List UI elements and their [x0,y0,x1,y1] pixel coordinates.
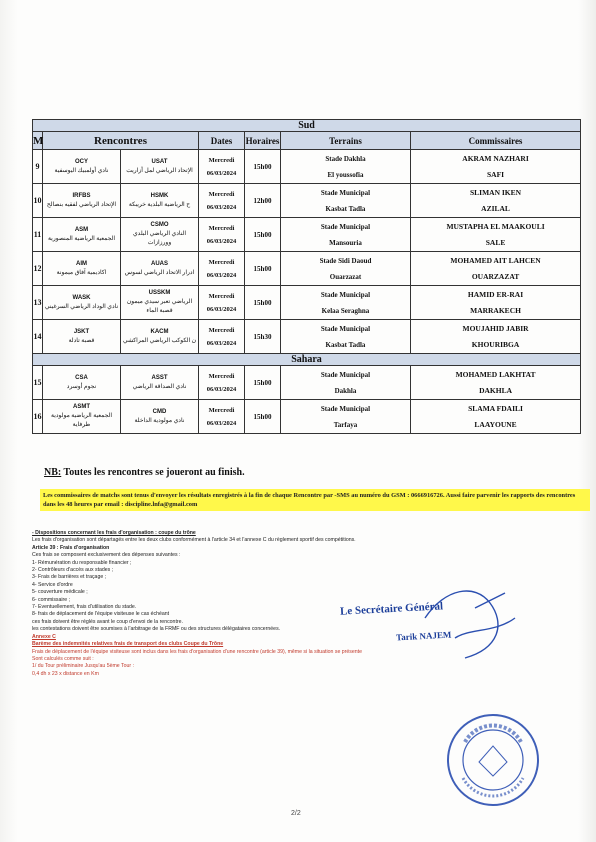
match-commissioner [411,150,581,184]
match-row [33,252,581,286]
match-day: Mercredi [208,224,235,232]
col-horaires-header: Horaires [245,132,281,150]
away-team-arabic: ح الرياضية البلدية خريبكة [128,201,191,208]
home-team-code: AIM [76,260,87,267]
match-row [33,366,581,400]
expense-item: 7- Eventuellement, frais d'utilisation du stade. [32,604,137,611]
terrain-stadium: Stade Municipal [320,404,371,413]
nb-label: NB: [44,467,62,478]
match-date-value: 06/03/2024 [206,385,237,393]
match-terrain [281,286,411,320]
match-date-value: 06/03/2024 [206,339,237,347]
away-team-arabic: الإتحاد الرياضي لمل أزاريت [126,167,193,174]
match-number: 9 [33,150,43,184]
commissioner-name: AKRAM NAZHARI [462,153,529,163]
match-date [199,252,245,286]
away-team [121,400,199,434]
commissioner-city: SALE [485,237,506,247]
terrain-stadium: Stade Municipal [320,222,371,231]
match-date-value: 06/03/2024 [206,237,237,245]
match-terrain [281,150,411,184]
match-commissioner [411,252,581,286]
match-number: 14 [33,320,43,354]
away-team-code: CMD [152,408,167,415]
match-commissioner [411,400,581,434]
col-commissaires-header: Commissaires [411,132,581,150]
home-team-arabic: نادي أولمبيك اليوسفية [54,167,109,174]
commissioner-city: OUARZAZAT [471,271,520,281]
match-day: Mercredi [208,372,235,380]
match-day: Mercredi [208,258,235,266]
bareme-text: Frais de déplacement de l'équipe visiteuse sont inclus dans les frais d'organisation d'une rencontre (article 39), même si la situation se présente [32,648,362,655]
col-dates-header: Dates [199,132,245,150]
terrain-city: Kelaa Seraghna [321,306,370,315]
dispositions-lead: Ces frais se composent exclusivement des dépenses suivantes : [32,552,181,559]
expense-item: 3- Frais de barrières et traçage ; [32,574,107,581]
match-date [199,184,245,218]
away-team-arabic: نادي الصداقة الرياضي [132,383,187,390]
home-team [43,400,121,434]
away-team-arabic: ن الكوكب الرياضي المراكشي [122,337,197,344]
col-m-header: M [33,132,43,150]
expense-item: 8- frais de déplacement de l'équipe visiteuse le cas échéant [32,611,170,618]
calc-label: Sont calculés comme suit : [32,655,94,662]
home-team [43,366,121,400]
home-team-code: IRFBS [72,192,91,199]
match-date [199,366,245,400]
away-team-code: USSKM [148,290,171,296]
home-team [43,150,121,184]
away-team [121,320,199,354]
away-team-arabic: نادي مولودية الداخلة [134,417,185,424]
commissioner-city: MARRAKECH [470,305,521,315]
match-commissioner [411,286,581,320]
home-team-arabic: الجمعية الرياضية مولودية طرفاية [51,413,112,428]
terrain-stadium: Stade Municipal [320,324,371,333]
nb-note [44,467,245,478]
nb-text: Toutes les rencontres se joueront au finish. [61,467,245,478]
match-number: 15 [33,366,43,400]
col-terrains-header: Terrains [281,132,411,150]
terrain-city: Mansouria [329,238,362,247]
away-team [121,150,199,184]
home-team [43,184,121,218]
match-terrain [281,184,411,218]
payment-note: ces frais doivent être réglés avant le coup d'envoi de la rencontre. [32,618,183,625]
article-39-title: Article 39 : Frais d'organisation [32,544,110,551]
match-hour: 12h00 [245,184,281,218]
federation-stamp [445,712,541,808]
commissioner-name: SLIMAN IKEN [470,187,522,197]
home-team [43,320,121,354]
home-team-arabic: الجمعية الرياضية المنصورية [47,235,116,242]
terrain-city: Dakhla [334,386,357,395]
match-day: Mercredi [208,292,235,300]
match-day: Mercredi [208,406,235,414]
terrain-stadium: Stade Municipal [320,370,371,379]
terrain-city: El youssofia [327,170,364,179]
match-hour: 15h00 [245,252,281,286]
away-team-code: AUAS [150,260,168,267]
away-team-arabic: ادرار الاتحاد الرياضي لسوس [124,269,195,276]
match-date [199,320,245,354]
away-team [121,286,199,320]
match-date [199,286,245,320]
expense-item: 6- commissaire ; [32,596,71,603]
dispositions-title: - Dispositions concernant les frais d'organisation : coupe du trône [32,530,196,536]
expense-item: 2- Contrôleurs d'accès aux stades ; [32,567,114,574]
match-day: Mercredi [208,326,235,334]
expense-item: 5- couverture médicale ; [32,589,88,596]
commissioner-name: MUSTAPHA EL MAAKOULI [446,221,545,231]
expense-item: 1- Rémunération du responsable financier ; [32,559,132,566]
match-date [199,218,245,252]
away-team [121,252,199,286]
match-hour: 15h00 [245,218,281,252]
away-team-arabic: النادي الرياضي البلدي وورزازات [132,231,187,246]
away-team-code: CSMO [150,222,169,228]
match-number: 16 [33,400,43,434]
signature-scribble [405,578,525,668]
home-team-arabic: نادي الوداد الرياضي السرغيني [44,303,119,310]
match-number: 13 [33,286,43,320]
tour-label: 1/ du Tour préliminaire Jusqu'au 5ème Tour : [32,663,135,670]
home-team-code: JSKT [73,328,90,335]
match-date-value: 06/03/2024 [206,169,237,177]
away-team-code: USAT [151,158,168,165]
commissioner-city: KHOURIBGA [471,339,520,349]
region-sahara-label: Sahara [33,354,581,366]
home-team-code: CSA [75,374,88,381]
away-team [121,218,199,252]
commissioner-name: MOHAMED AIT LAHCEN [450,255,541,265]
match-date-value: 06/03/2024 [206,419,237,427]
rate-formula: 0,4 dh x 23 x distance en Km [32,670,99,677]
terrain-stadium: Stade Dakhla [325,154,366,163]
match-commissioner [411,184,581,218]
commissioner-name: SLAMA FDAILI [468,403,523,413]
dispositions-intro: Les frais d'organisation sont départagés entre les deux clubs conformément à l'article 34 et l'annexe C du règlement sportif des compétitions. [32,537,356,544]
match-hour: 15h00 [245,150,281,184]
match-hour: 15h00 [245,400,281,434]
home-team [43,252,121,286]
signature-name: Tarik NAJEM [395,629,452,643]
commissioner-name: MOUJAHID JABIR [462,323,529,333]
terrain-stadium: Stade Sidi Daoud [319,256,372,265]
terrain-city: Ouarzazat [329,272,362,281]
home-team-arabic: نجوم أوسرد [66,383,97,390]
home-team-arabic: قصبة تادلة [68,337,95,344]
home-team [43,286,121,320]
signature-title: Le Secrétaire Général [339,600,444,618]
match-hour: 15h00 [245,286,281,320]
match-row [33,286,581,320]
schedule-table [32,119,581,434]
commissioner-city: DAKHLA [479,385,512,395]
away-team-code: ASST [151,374,168,381]
match-number: 10 [33,184,43,218]
bareme-title: Barème des indemnités relatives frais de transport des clubs Coupe du Trône [32,641,224,648]
home-team-code: OCY [74,158,88,165]
match-terrain [281,366,411,400]
terrain-city: Kasbat Tadla [325,204,366,213]
match-terrain [281,218,411,252]
home-team-code: WASK [72,294,91,301]
match-commissioner [411,366,581,400]
match-day: Mercredi [208,190,235,198]
home-team-code: ASM [74,226,89,233]
commissioner-name: MOHAMED LAKHTAT [455,369,536,379]
region-sud-label: Sud [33,120,581,132]
away-team [121,366,199,400]
match-terrain [281,400,411,434]
match-day: Mercredi [208,156,235,164]
away-team-code: KACM [150,328,169,335]
commissioner-city: AZILAL [481,203,510,213]
terrain-stadium: Stade Municipal [320,290,371,299]
match-terrain [281,320,411,354]
match-row [33,184,581,218]
match-hour: 15h00 [245,366,281,400]
match-number: 12 [33,252,43,286]
match-row [33,400,581,434]
contestation-note: les contestations doivent être soumises à l'arbitrage de la FRMF ou des structures délégataires concernées. [32,626,281,633]
match-date-value: 06/03/2024 [206,203,237,211]
away-team [121,184,199,218]
match-terrain [281,252,411,286]
commissioner-city: SAFI [486,169,505,179]
match-date [199,150,245,184]
home-team-code: ASMT [73,404,90,410]
match-row [33,218,581,252]
match-hour: 15h30 [245,320,281,354]
match-commissioner [411,320,581,354]
home-team-arabic: اكاديمية آفاق ميمونة [56,269,107,276]
match-commissioner [411,218,581,252]
commissioners-warning: Les commissaires de matchs sont tenus d'envoyer les résultats enregistrés à la fin de chaque Rencontre par -SMS au numéro du GSM : 0666916726. Aussi faire parvenir les rapports des rencontres dans les 48 heures par email : discipline.lnfa@gmail.com [40,489,590,511]
away-team-code: HSMK [150,192,169,199]
commissioner-name: HAMID ER-RAI [467,289,524,299]
match-row [33,150,581,184]
terrain-stadium: Stade Municipal [320,188,371,197]
terrain-city: Tarfaya [333,420,358,429]
away-team-arabic: الرياضي تعبر سيدي ميمون قصبة الماء [126,299,193,314]
home-team [43,218,121,252]
match-number: 11 [33,218,43,252]
match-date-value: 06/03/2024 [206,305,237,313]
col-rencontres-header: Rencontres [43,132,199,150]
home-team-arabic: الإتحاد الرياضي لفقيه بنصالح [46,201,117,208]
commissioner-city: LAAYOUNE [474,419,517,429]
match-date [199,400,245,434]
match-date-value: 06/03/2024 [206,271,237,279]
match-row [33,320,581,354]
annexe-c-title: Annexe C [32,633,56,640]
page-number: 2/2 [291,810,301,817]
expense-item: 4- Service d'ordre [32,581,73,588]
terrain-city: Kasbat Tadla [325,340,366,349]
